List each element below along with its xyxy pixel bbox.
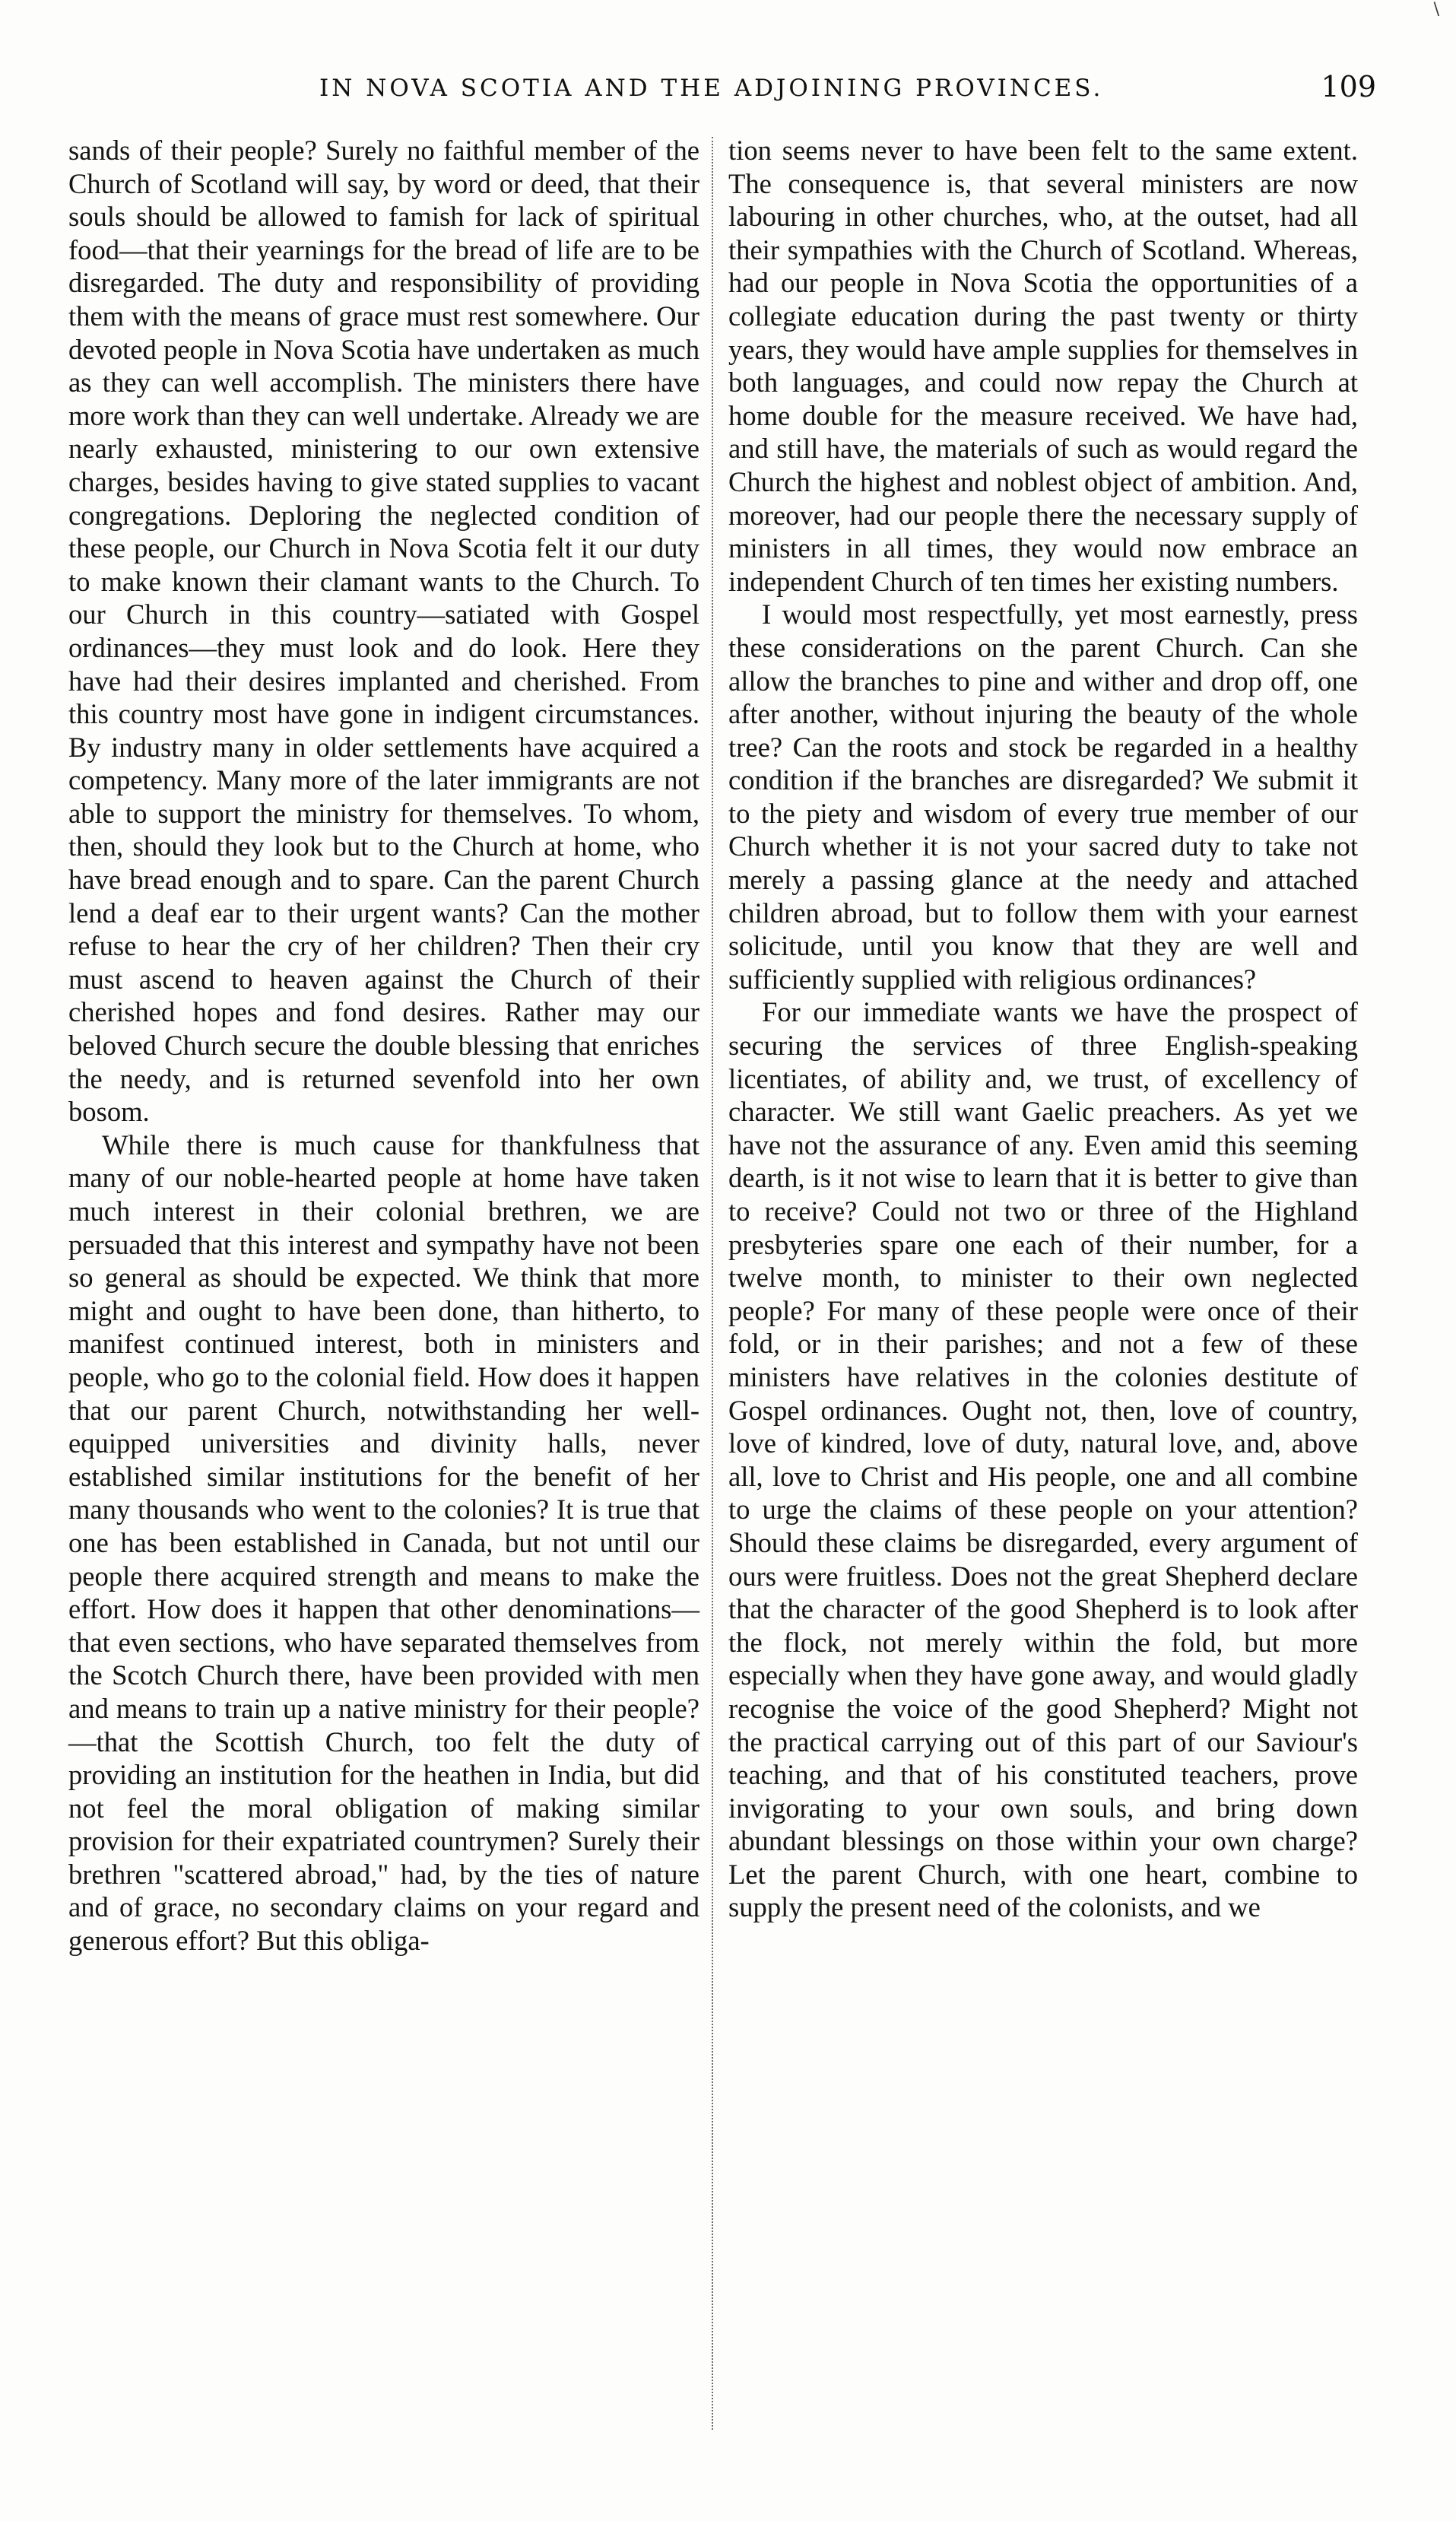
left-column [68,134,699,1957]
right-column [728,134,1358,1924]
paragraph: I would most respectfully, yet most earnestly, press these considerations on the parent Church. Can she allow the branches to pine and wither and drop off, one after another, without injuring the beauty of the whole tree? Can the roots and stock be regarded in a healthy condition if the branches are disregarded? We submit it to the piety and wisdom of every true member of our Church whether it is not your sacred duty to take not merely a passing glance at the needy and attached children abroad, but to follow them with your earnest solicitude, until you know that they are well and sufficiently supplied with religious ordinances? [728,598,1358,995]
paragraph: For our immediate wants we have the prospect of securing the services of three English-speaking licentiates, of ability and, we trust, of excellency of character. We still want Gaelic preachers. As yet we have not the assurance of any. Even amid this seeming dearth, is it not wise to learn that it is better to give than to receive? Could not two or three of the Highland presbyteries spare one each of their number, for a twelve month, to minister to their own neglected people? For many of these people were once of their fold, or in their parishes; and not a few of these ministers have relatives in the colonies destitute of Gospel ordinances. Ought not, then, love of country, love of kindred, love of duty, natural love, and, above all, love to Christ and His people, one and all combine to urge the claims of these people on your attention? Should these claims be disregarded, every argument of ours were fruitless. Does not the great Shepherd declare that the character of the good Shepherd is to look after the flock, not merely within the fold, but more especially when they have gone away, and would gladly recognise the voice of the good Shepherd? Might not the practical carrying out of this part of our Saviour's teaching, and that of his constituted teachers, prove invigorating to your own souls, and bring down abundant blessings on those within your own charge? Let the parent Church, with one heart, combine to supply the present need of the colonists, and we [728,996,1358,1923]
page-header [68,70,1376,108]
corner-mark: \ [1433,0,1439,19]
paragraph: sands of their people? Surely no faithful member of the Church of Scotland will say, by word or deed, that their souls should be allowed to famish for lack of spiritual food—that their yearnings for the bread of life are to be disregarded. The duty and responsibility of providing them with the means of grace must rest somewhere. Our devoted people in Nova Scotia have undertaken as much as they can well accomplish. The ministers there have more work than they can well undertake. Already we are nearly exhausted, ministering to our own extensive charges, besides having to give stated supplies to vacant congregations. Deploring the neglected condition of these people, our Church in Nova Scotia felt it our duty to make known their clamant wants to the Church. To our Church in this country—satiated with Gospel ordinances—they must look and do look. Here they have had their desires implanted and cherished. From this country most have gone in indigent circumstances. By industry many in older settlements have acquired a competency. Many more of the later immigrants are not able to support the ministry for themselves. To whom, then, should they look but to the Church at home, who have bread enough and to spare. Can the parent Church lend a deaf ear to their urgent wants? Can the mother refuse to hear the cry of her children? Then their cry must ascend to heaven against the Church of their cherished hopes and fond desires. Rather may our beloved Church secure the double blessing that enriches the needy, and is returned sevenfold into her own bosom. [68,135,699,1128]
paragraph: tion seems never to have been felt to the same extent. The consequence is, that several ministers are now labouring in other churches, who, at the outset, had all their sympathies with the Church of Scotland. Whereas, had our people in Nova Scotia the opportunities of a collegiate education during the past twenty or thirty years, they would have ample supplies for themselves in both languages, and could now repay the Church at home double for the measure received. We have had, and still have, the materials of such as would regard the Church the highest and noblest object of ambition. And, moreover, had our people there the necessary supply of ministers in all times, they would now embrace an independent Church of ten times her existing numbers. [728,135,1358,597]
running-head: IN NOVA SCOTIA AND THE ADJOINING PROVINCES. [319,75,1104,102]
column-divider [712,137,713,2430]
page-number: 109 [1321,70,1376,103]
paragraph: While there is much cause for thankfulness that many of our noble-hearted people at home have taken much interest in their colonial brethren, we are persuaded that this interest and sympathy have not been so general as should be expected. We think that more might and ought to have been done, than hitherto, to manifest continued interest, both in ministers and people, who go to the colonial field. How does it happen that our parent Church, notwithstanding her well-equipped universities and divinity halls, never established similar institutions for the benefit of her many thousands who went to the colonies? It is true that one has been established in Canada, but not until our people there acquired strength and means to make the effort. How does it happen that other denominations—that even sections, who have separated themselves from the Scotch Church there, have been provided with men and means to train up a native ministry for their people?—that the Scottish Church, too felt the duty of providing an institution for the heathen in India, but did not feel the moral obligation of making similar provision for their expatriated countrymen? Surely their brethren "scattered abroad," had, by the ties of nature and of grace, no secondary claims on your regard and generous effort? But this obliga- [68,1129,699,1957]
